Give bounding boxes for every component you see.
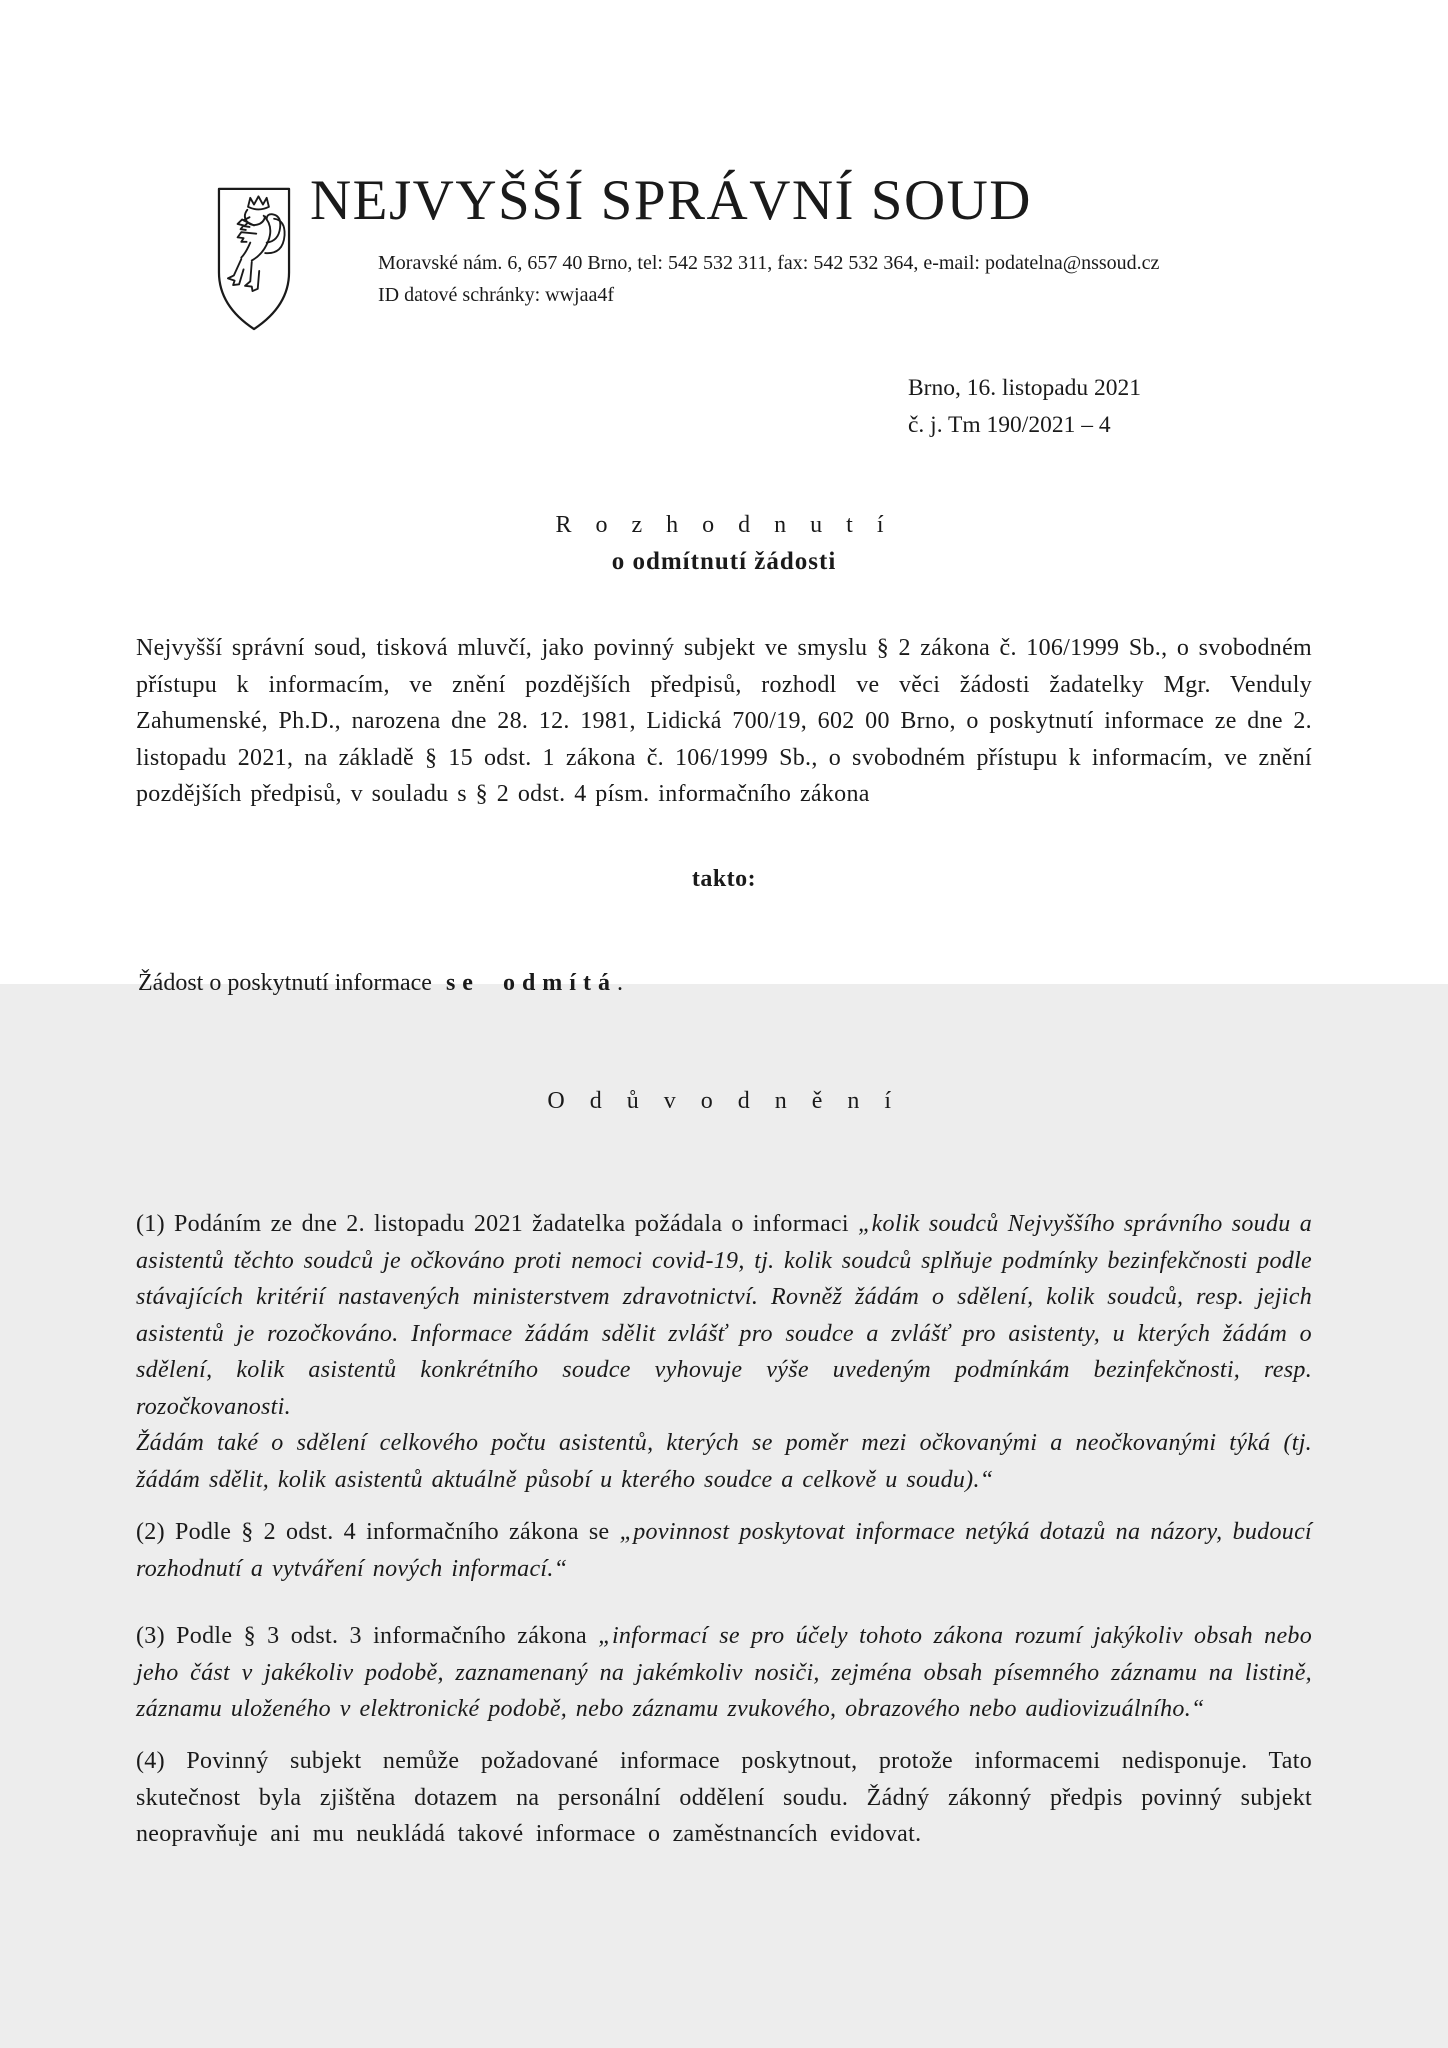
case-number: č. j. Tm 190/2021 – 4 (908, 412, 1111, 438)
verdict-period: . (616, 970, 623, 996)
paragraph-1-quote-a: „kolik soudců Nejvyššího správního soudu a asistentů těchto soudců je očkováno proti nemoci covid-19, tj. kolik soudců splňuje podmínky bezinfekčnosti podle stávajících kritérií nastavených ministerstvem zdravotnictví. Rovněž žádám o sdělení, kolik soudců, resp. jejich asistentů je rozočkováno. Informace žádám sdělit zvlášť pro soudce a zvlášť pro asistenty, u kterých žádám o sdělení, kolik asistentů konkrétního soudce vyhovuje výše uvedeným podmínkám bezinfekčnosti, resp. rozočkovanosti. (136, 1211, 1312, 1420)
reasoning-heading: O d ů v o d n ě n í (547, 1088, 901, 1114)
court-databox-id-line: ID datové schránky: wwjaa4f (378, 284, 615, 306)
paragraph-3-quote: „informací se pro účely tohoto zákona rozumí jakýkoliv obsah nebo jeho část v jakékoliv podobě, zaznamenaný na jakémkoliv nosiči, zejména obsah písemného záznamu na listině, záznamu uloženého v elektronické podobě, nebo záznamu zvukového, obrazového nebo audiovizuálního.“ (136, 1623, 1313, 1722)
reasoning-paragraph-3 (136, 1618, 1312, 1728)
coat-of-arms-icon (213, 184, 295, 339)
verdict-prefix: Žádost o poskytnutí informace (138, 970, 432, 996)
decision-heading-sub: o odmítnutí žádosti (611, 548, 837, 575)
court-address-line: Moravské nám. 6, 657 40 Brno, tel: 542 532 311, fax: 542 532 364, e-mail: podatelna@nssoud.cz (378, 252, 1160, 274)
paragraph-3-lead: (3) Podle § 3 odst. 3 informačního zákona (136, 1623, 599, 1649)
verdict-line (138, 970, 623, 997)
reasoning-paragraph-1 (136, 1206, 1312, 1498)
decision-heading-main: R o z h o d n u t í (555, 512, 893, 538)
paragraph-1-quote-b: Žádám také o sdělení celkového počtu asistentů, kterých se poměr mezi očkovanými a neočkovanými týká (tj. žádám sdělit, kolik asistentů aktuálně působí u kterého soudce a celkově u soudu).“ (136, 1430, 1312, 1493)
decision-intro-paragraph: Nejvyšší správní soud, tisková mluvčí, jako povinný subjekt ve smyslu § 2 zákona č. 106/1999 Sb., o svobodném přístupu k informacím, ve znění pozdějších předpisů, rozhodl ve věci žádosti žadatelky Mgr. Venduly Zahumenské, Ph.D., narozena dne 28. 12. 1981, Lidická 700/19, 602 00 Brno, o poskytnutí informace ze dne 2. listopadu 2021, na základě § 15 odst. 1 zákona č. 106/1999 Sb., o svobodném přístupu k informacím, ve znění pozdějších předpisů, v souladu s § 2 odst. 4 písm. informačního zákona (136, 635, 1312, 807)
verdict-emphasis: se odmítá (445, 970, 617, 996)
paragraph-1-lead: (1) Podáním ze dne 2. listopadu 2021 žadatelka požádala o informaci (136, 1211, 858, 1237)
court-name-title: NEJVYŠŠÍ SPRÁVNÍ SOUD (310, 169, 1032, 232)
reasoning-paragraph-2 (136, 1514, 1312, 1587)
paragraph-2-quote: „povinnost poskytovat informace netýká dotazů na názory, budoucí rozhodnutí a vytváření nových informací.“ (136, 1519, 1312, 1582)
paragraph-2-lead: (2) Podle § 2 odst. 4 informačního zákona se (136, 1519, 620, 1545)
place-and-date: Brno, 16. listopadu 2021 (908, 375, 1142, 401)
takto-label: takto: (691, 866, 757, 892)
document-meta-block (908, 370, 1141, 444)
reasoning-paragraph-4: (4) Povinný subjekt nemůže požadované informace poskytnout, protože informacemi nedisponuje. Tato skutečnost byla zjištěna dotazem na personální oddělení soudu. Žádný zákonný předpis povinný subjekt neopravňuje ani mu neukládá takové informace o zaměstnancích evidovat. (136, 1748, 1312, 1847)
